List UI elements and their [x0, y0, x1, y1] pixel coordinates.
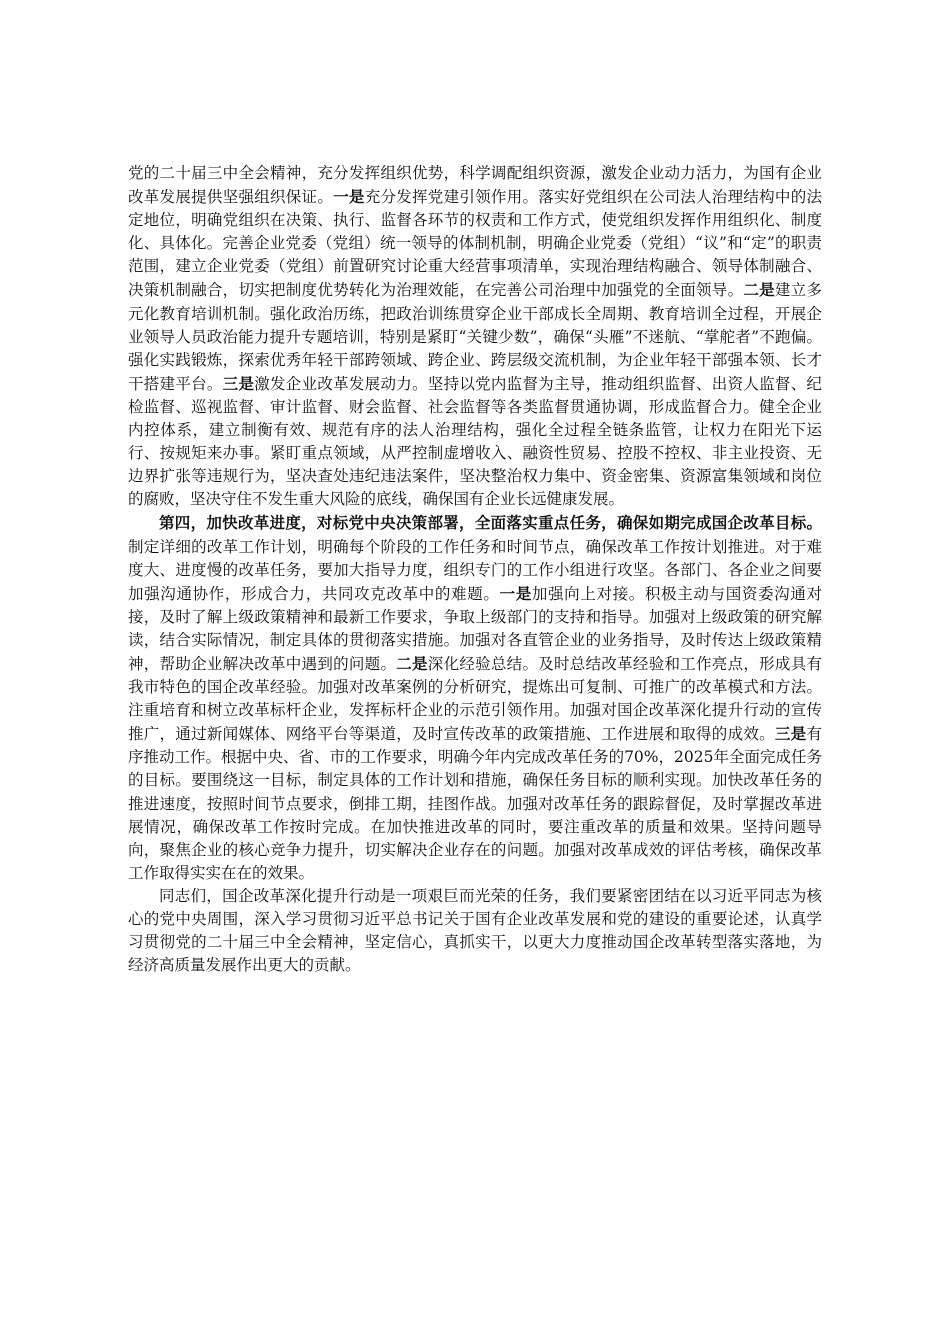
emphasis-first: 一是	[499, 583, 532, 603]
text-segment: 有序推动工作。根据中央、省、市的工作要求，明确今年内完成改革任务的70%，2025年全面完成任务的目标。要围绕这一目标，制定具体的工作计划和措施，确保任务目标的顺利实现。加快改革任务的推进速度，按照时间节点要求，倒排工期，挂图作战。加强对改革任务的跟踪督促，及时掌握改革进展情况，确保改革工作按时完成。在加快推进改革的同时，要注重改革的质量和效果。坚持问题导向，聚焦企业的核心竞争力提升，切实解决企业存在的问题。加强对改革成效的评估考核，确保改革工作取得实实在在的效果。	[128, 725, 822, 882]
document-body	[128, 162, 822, 977]
text-segment: 充分发挥党建引领作用。落实好党组织在公司法人治理结构中的法定地位，明确党组织在决策、执行、监督各环节的权责和工作方式，使党组织发挥作用组织化、制度化、具体化。完善企业党委（党组）统一领导的体制机制，明确企业党委（党组）“议”和“定”的职责范围，建立企业党委（党组）前置研究讨论重大经营事项清单，实现治理结构融合、领导体制融合、决策机制融合，切实把制度优势转化为治理效能，在完善公司治理中加强党的全面领导。	[128, 188, 822, 300]
paragraph-party-building	[128, 162, 822, 511]
emphasis-second: 二是	[396, 653, 428, 673]
text-segment: 激发企业改革发展动力。坚持以党内监督为主导，推动组织监督、出资人监督、纪检监督、巡视监督、审计监督、财会监督、社会监督等各类监督贯通协调，形成监督合力。健全企业内控体系，建立制衡有效、规范有序的法人治理结构，强化全过程全链条监管，让权力在阳光下运行、按规矩来办事。紧盯重点领域，从严控制虚增收入、融资性贸易、控股不控权、非主业投资、无边界扩张等违规行为，坚决查处违纪违法案件，坚决整治权力集中、资金密集、资源富集领域和岗位的腐败，坚决守住不发生重大风险的底线，确保国有企业长远健康发展。	[128, 374, 822, 509]
text-segment: 加强向上对接。积极主动与国资委沟通对接，及时了解上级政策精神和最新工作要求，争取上级部门的支持和指导。加强对上级政策的研究解读，结合实际情况，制定具体的贯彻落实措施。加强对各直管企业的业务指导，及时传达上级政策精神，帮助企业解决改革中遇到的问题。	[128, 584, 822, 673]
section-heading-fourth: 第四，加快改革进度，对标党中央决策部署，全面落实重点任务，确保如期完成国企改革目标。	[159, 513, 822, 533]
paragraph-fourth-point	[128, 511, 822, 885]
emphasis-first: 一是	[333, 187, 365, 207]
text-segment: 深化经验总结。及时总结改革经验和工作亮点，形成具有我市特色的国企改革经验。加强对改革案例的分析研究，提炼出可复制、可推广的改革模式和方法。注重培育和树立改革标杆企业，发挥标杆企业的示范引领作用。加强对国企改革深化提升行动的宣传推广，通过新闻媒体、网络平台等渠道，及时宣传改革的政策措施、工作进展和取得的成效。	[128, 654, 822, 744]
text-segment: 同志们，国企改革深化提升行动是一项艰巨而光荣的任务，我们要紧密团结在以习近平同志为核心的党中央周围，深入学习贯彻习近平总书记关于国有企业改革发展和党的建设的重要论述，认真学习贯彻党的二十届三中全会精神，坚定信心，真抓实干，以更大力度推动国企改革转型落实落地，为经济高质量发展作出更大的贡献。	[128, 886, 822, 975]
paragraph-closing	[128, 885, 822, 977]
text-segment: 建立多元化教育培训机制。强化政治历练，把政治训练贯穿企业干部成长全周期、教育培训全过程，开展企业领导人员政治能力提升专题培训，特别是紧盯“关键少数”，确保“头雁”不迷航、“掌舵者”不跑偏。强化实践锻炼，探索优秀年轻干部跨领域、跨企业、跨层级交流机制，为企业年轻干部强本领、长才干搭建平台。	[128, 281, 822, 393]
emphasis-third: 三是	[222, 373, 255, 393]
emphasis-third: 三是	[774, 724, 807, 744]
emphasis-second: 二是	[743, 280, 775, 300]
text-segment: 党的二十届三中全会精神，充分发挥组织优势，科学调配组织资源，激发企业动力活力，为国有企业改革发展提供坚强组织保证。	[128, 164, 822, 207]
text-segment: 制定详细的改革工作计划，明确每个阶段的工作任务和时间节点，确保改革工作按计划推进。对于难度大、进度慢的改革任务，要加大指导力度，组织专门的工作小组进行攻坚。各部门、各企业之间要加强沟通协作，形成合力，共同攻克改革中的难题。	[128, 537, 822, 603]
